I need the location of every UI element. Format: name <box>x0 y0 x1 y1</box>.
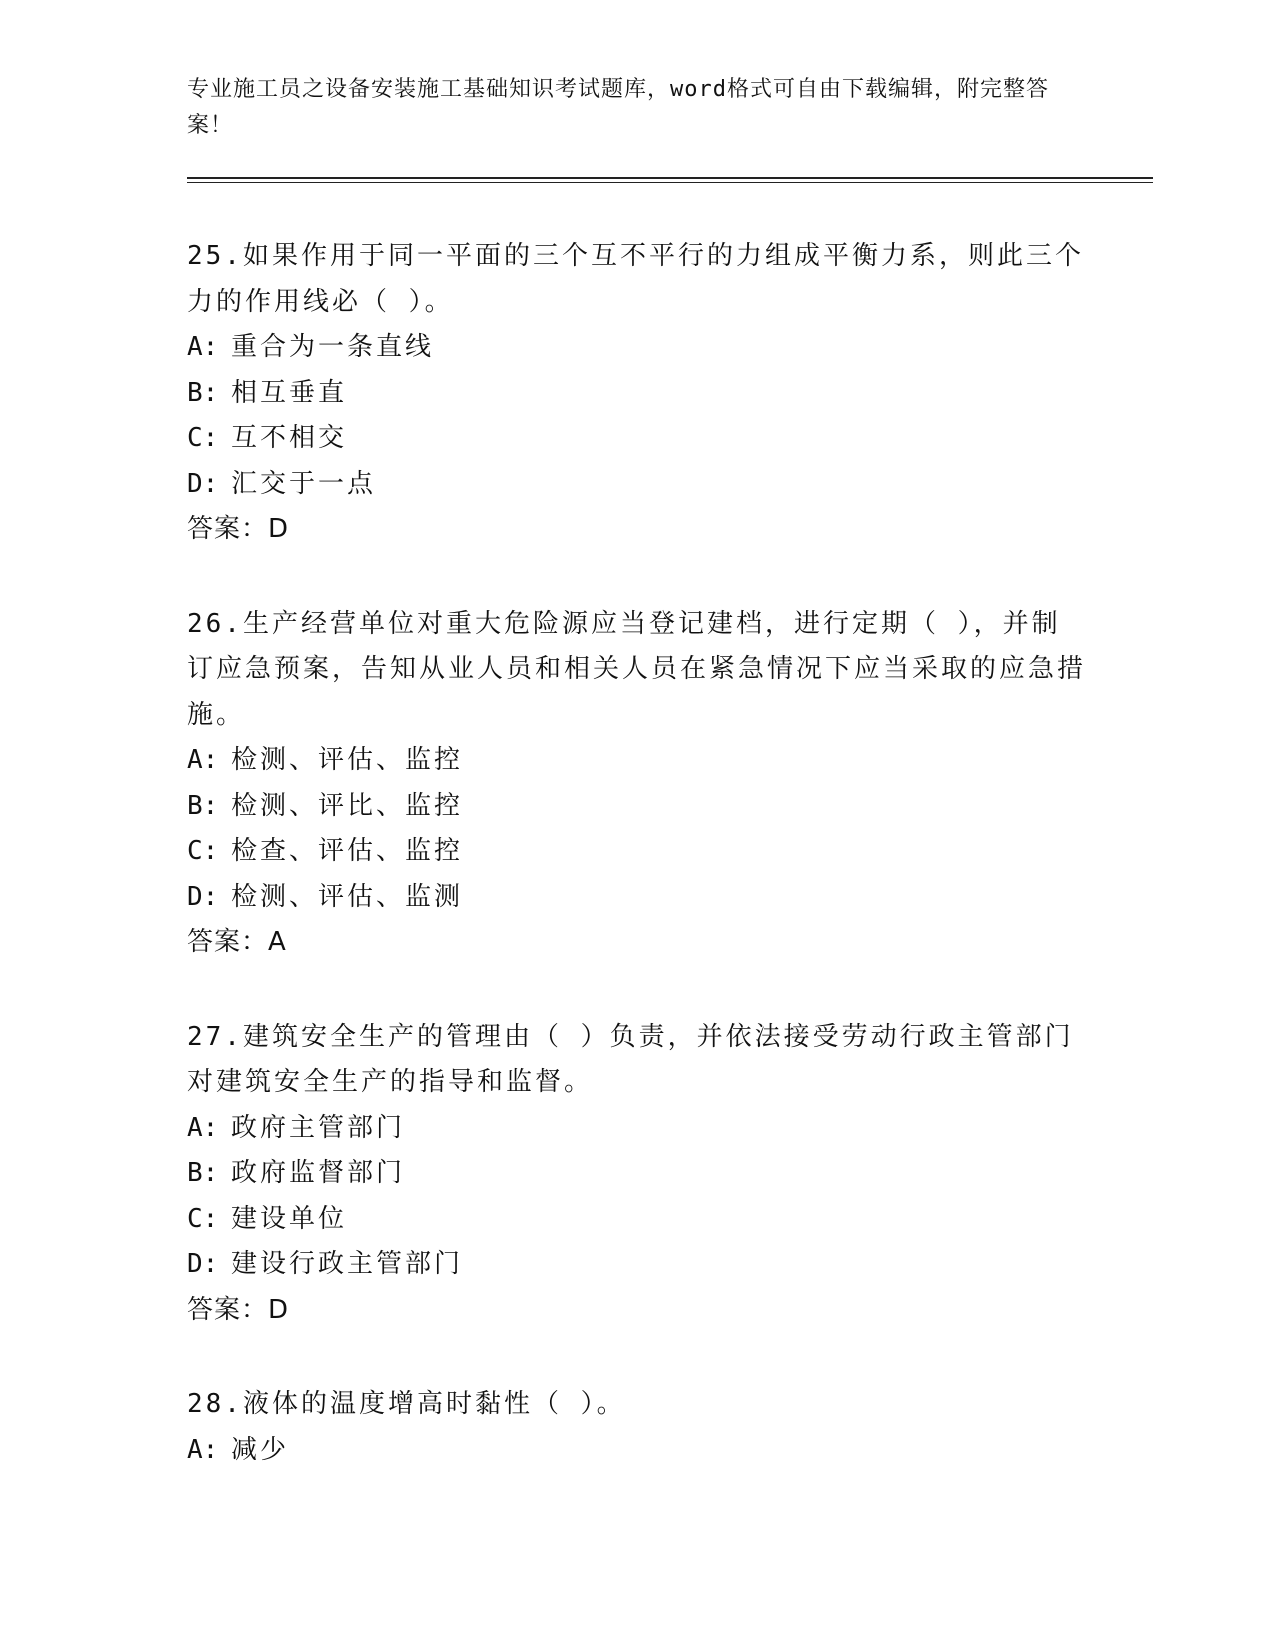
option-b <box>187 1151 1087 1197</box>
option-text: 重合为一条直线 <box>231 332 435 362</box>
option-text: 检测、评比、监控 <box>231 790 464 821</box>
option-text: 检测、评估、监控 <box>231 745 464 775</box>
header-divider-thin <box>187 182 1153 183</box>
option-key: A: <box>187 1112 219 1143</box>
question-list <box>187 234 1087 1522</box>
question-stem: 26.生产经营单位对重大危险源应当登记建档，进行定期（ ），并制订应急预案，告知从业人员和相关人员在紧急情况下应当采取的应急措施。 <box>187 608 1087 730</box>
option-b <box>187 371 1087 417</box>
answer-line: 答案：D <box>187 514 290 544</box>
option-d <box>187 1242 1087 1288</box>
option-c <box>187 1197 1087 1243</box>
option-key: A: <box>187 332 219 362</box>
question-26 <box>187 602 1087 966</box>
header-divider-thick <box>187 177 1153 179</box>
answer-line: 答案：D <box>187 1294 290 1325</box>
option-key: D: <box>187 881 219 912</box>
option-key: D: <box>187 1249 219 1279</box>
option-key: C: <box>187 423 219 453</box>
option-text: 减少 <box>231 1434 290 1465</box>
option-key: B: <box>187 790 219 821</box>
option-key: A: <box>187 745 219 775</box>
option-key: A: <box>187 1434 219 1465</box>
question-stem: 27.建筑安全生产的管理由（ ）负责，并依法接受劳动行政主管部门对建筑安全生产的指导和监督。 <box>187 1021 1074 1097</box>
question-stem: 28.液体的温度增高时黏性（ ）。 <box>187 1389 626 1419</box>
option-text: 建设单位 <box>231 1203 348 1234</box>
option-text: 相互垂直 <box>231 377 348 408</box>
option-text: 政府主管部门 <box>231 1112 406 1143</box>
option-key: B: <box>187 377 219 408</box>
option-c <box>187 829 1087 875</box>
option-d <box>187 462 1087 508</box>
option-text: 检查、评估、监控 <box>231 836 464 866</box>
document-header: 专业施工员之设备安装施工基础知识考试题库，word格式可自由下载编辑，附完整答案！ <box>187 77 1049 138</box>
question-27 <box>187 1015 1087 1334</box>
question-25 <box>187 234 1087 553</box>
option-key: D: <box>187 468 219 499</box>
question-28 <box>187 1382 1087 1473</box>
option-a <box>187 1428 1087 1474</box>
option-key: C: <box>187 836 219 866</box>
option-a <box>187 1106 1087 1152</box>
option-a <box>187 325 1087 371</box>
option-key: B: <box>187 1158 219 1188</box>
question-stem: 25.如果作用于同一平面的三个互不平行的力组成平衡力系，则此三个力的作用线必（ ）。 <box>187 241 1084 317</box>
option-b <box>187 784 1087 830</box>
option-text: 检测、评估、监测 <box>231 881 464 912</box>
option-d <box>187 875 1087 921</box>
option-text: 政府监督部门 <box>231 1158 406 1188</box>
option-text: 汇交于一点 <box>231 468 377 499</box>
answer-line: 答案：A <box>187 927 287 957</box>
option-c <box>187 416 1087 462</box>
option-key: C: <box>187 1203 219 1234</box>
option-a <box>187 738 1087 784</box>
option-text: 互不相交 <box>231 423 348 453</box>
option-text: 建设行政主管部门 <box>231 1249 464 1279</box>
